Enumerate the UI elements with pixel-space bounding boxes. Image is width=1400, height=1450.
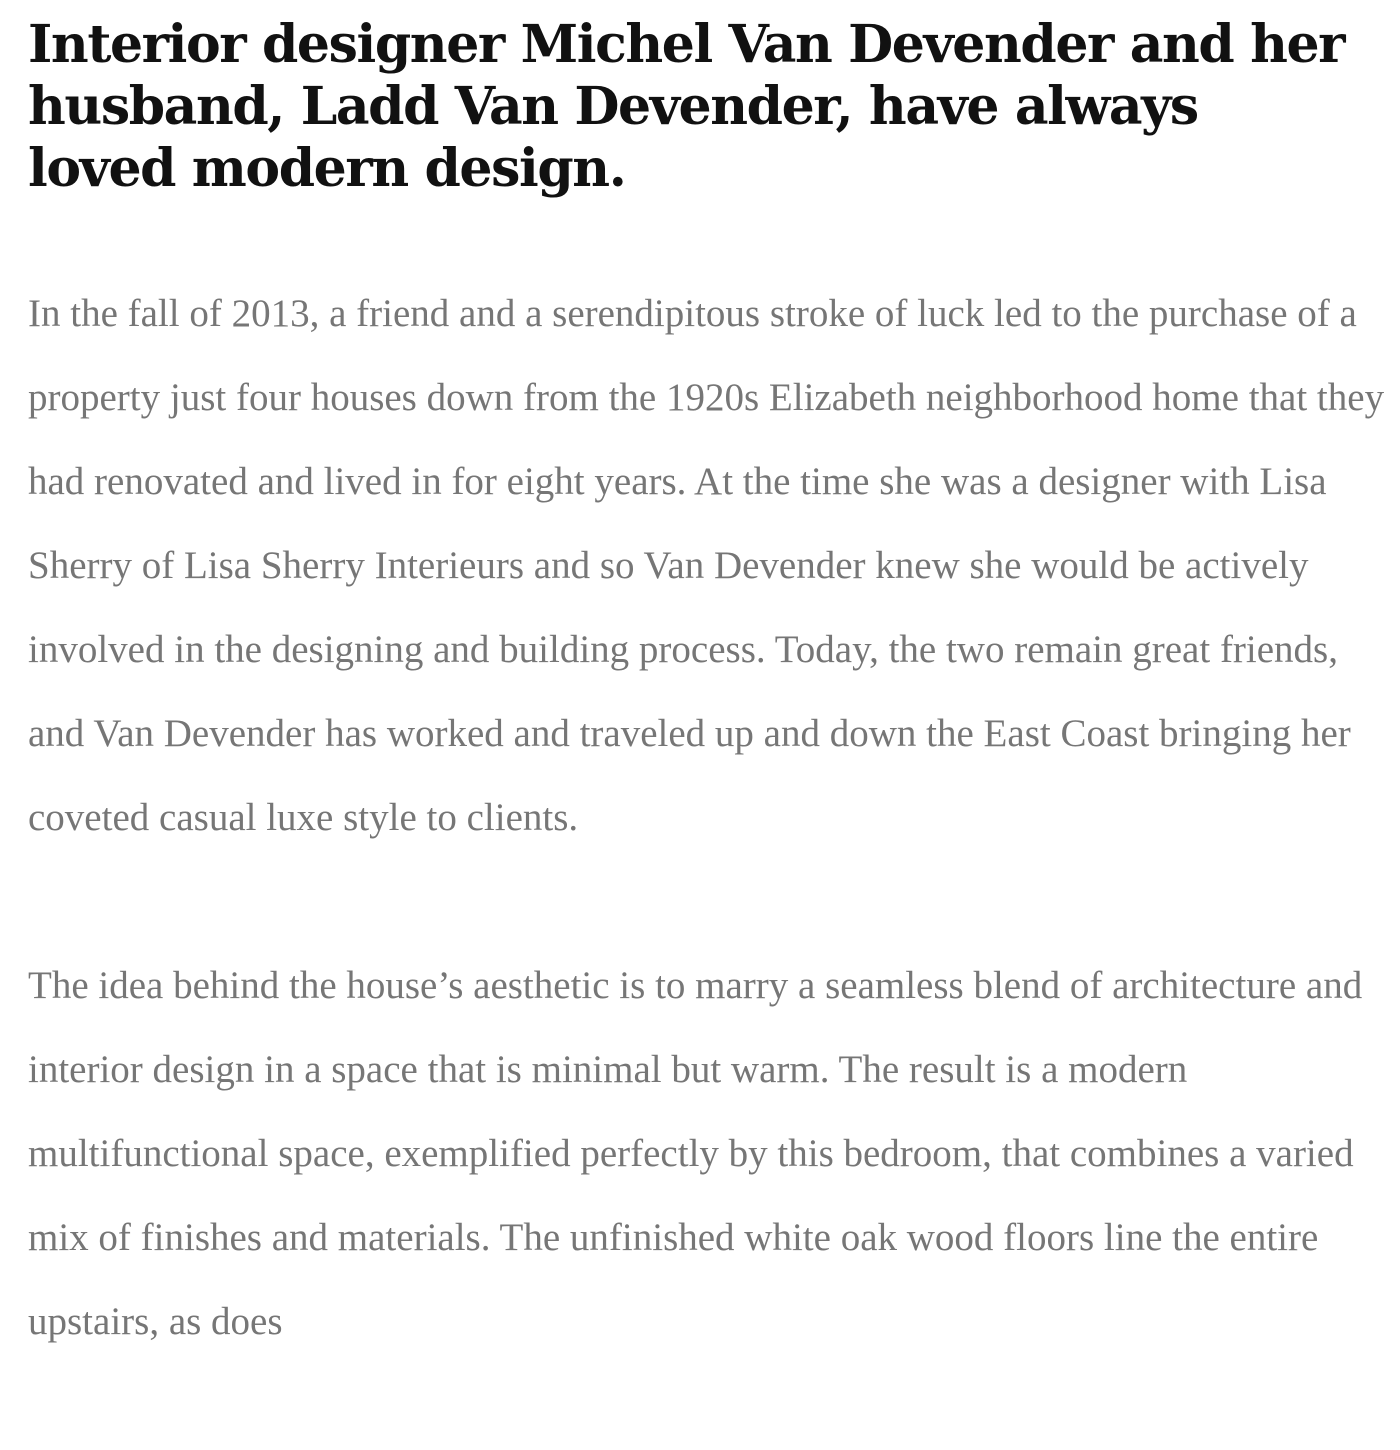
- article-paragraph-2: The idea behind the house’s aesthetic is to marry a seamless blend of architecture and interior design in a space that is minimal but warm. The result is a modern multifunctional space, exemplified perfectly by this bedroom, that combines a varied mix of finishes and materials. The unfinished white oak wood floors line the entire upstairs, as does: [28, 964, 1363, 1343]
- article: [28, 14, 1388, 1364]
- article-paragraph-1: In the fall of 2013, a friend and a serendipitous stroke of luck led to the purchase of a property just four houses down from the 1920s Elizabeth neighborhood home that they had renovated and lived in for eight years. At the time she was a designer with Lisa Sherry of Lisa Sherry Interieurs and so Van Devender knew she would be actively involved in the designing and building process. Today, the two remain great friends, and Van Devender has worked and traveled up and down the East Coast bringing her coveted casual luxe style to clients.: [28, 292, 1385, 839]
- article-headline: Interior designer Michel Van Devender and her husband, Ladd Van Devender, have always loved modern design.: [28, 14, 1345, 199]
